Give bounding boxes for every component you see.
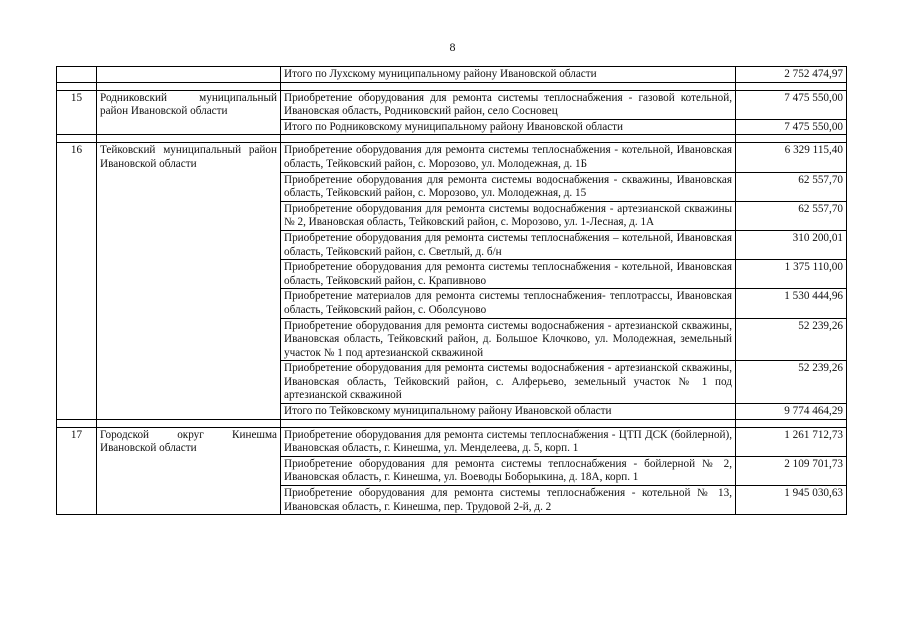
description-cell: Приобретение оборудования для ремонта системы теплоснабжения - котельной, Ивановская область, Тейковский район, с. Морозово, ул. Молодежная, д. 1Б xyxy=(281,143,736,172)
spacer-cell xyxy=(57,419,97,427)
description-cell: Приобретение оборудования для ремонта системы водоснабжения - скважины, Ивановская область, Тейковский район, с. Морозово, ул. Молодежная, д. 15 xyxy=(281,172,736,201)
spacer-cell xyxy=(736,135,847,143)
spacer-cell xyxy=(281,419,736,427)
municipality-cell: Тейковский муниципальный район Ивановской области xyxy=(97,143,281,419)
spacer-cell xyxy=(97,419,281,427)
amount-cell: 52 239,26 xyxy=(736,361,847,404)
page-number: 8 xyxy=(449,40,456,54)
description-cell: Итого по Тейковскому муниципальному району Ивановской области xyxy=(281,404,736,420)
section-spacer-row xyxy=(57,135,847,143)
spacer-cell xyxy=(281,135,736,143)
description-cell: Приобретение оборудования для ремонта системы теплоснабжения – котельной, Ивановская область, Тейковский район, с. Светлый, д. б/н xyxy=(281,230,736,259)
spacer-cell xyxy=(736,419,847,427)
amount-cell: 1 530 444,96 xyxy=(736,289,847,318)
spacer-cell xyxy=(57,82,97,90)
description-cell: Приобретение оборудования для ремонта системы теплоснабжения - ЦТП ДСК (бойлерной), Ивановская область, г. Кинешма, ул. Менделеева, д. 5, корп. 1 xyxy=(281,427,736,456)
amount-cell: 9 774 464,29 xyxy=(736,404,847,420)
amount-cell: 62 557,70 xyxy=(736,172,847,201)
description-cell: Итого по Лухскому муниципальному району Ивановской области xyxy=(281,67,736,83)
table-row xyxy=(57,90,847,119)
spacer-cell xyxy=(281,82,736,90)
description-cell: Приобретение оборудования для ремонта системы теплоснабжения - котельной № 13, Ивановская область, г. Кинешма, пер. Трудовой 2-й, д. 2 xyxy=(281,486,736,515)
description-cell: Приобретение оборудования для ремонта системы водоснабжения - артезианской скважины, Ивановская область, Тейковский район, с. Алферьево, земельный участок № 1 под артезианской скважиной xyxy=(281,361,736,404)
amount-cell: 2 109 701,73 xyxy=(736,456,847,485)
municipality-cell: Городской округ Кинешма Ивановской области xyxy=(97,427,281,515)
table-row xyxy=(57,427,847,456)
row-number-cell xyxy=(57,67,97,83)
amount-cell: 310 200,01 xyxy=(736,230,847,259)
description-cell: Приобретение оборудования для ремонта системы теплоснабжения - газовой котельной, Ивановская область, Родниковский район, село Сосновец xyxy=(281,90,736,119)
table-row xyxy=(57,143,847,172)
spacer-cell xyxy=(97,82,281,90)
spacer-cell xyxy=(57,135,97,143)
description-cell: Приобретение материалов для ремонта системы теплоснабжения- теплотрассы, Ивановская область, Тейковский район, с. Оболсуново xyxy=(281,289,736,318)
amount-cell: 1 375 110,00 xyxy=(736,260,847,289)
amount-cell: 6 329 115,40 xyxy=(736,143,847,172)
amount-cell: 2 752 474,97 xyxy=(736,67,847,83)
amount-cell: 7 475 550,00 xyxy=(736,119,847,135)
amount-cell: 52 239,26 xyxy=(736,318,847,361)
description-cell: Итого по Родниковскому муниципальному району Ивановской области xyxy=(281,119,736,135)
row-number-cell: 16 xyxy=(57,143,97,419)
funding-table xyxy=(56,66,847,515)
row-number-cell: 17 xyxy=(57,427,97,515)
municipality-cell: Родниковский муниципальный район Ивановской области xyxy=(97,90,281,135)
spacer-cell xyxy=(736,82,847,90)
amount-cell: 1 261 712,73 xyxy=(736,427,847,456)
amount-cell: 62 557,70 xyxy=(736,201,847,230)
section-spacer-row xyxy=(57,82,847,90)
description-cell: Приобретение оборудования для ремонта системы теплоснабжения - бойлерной № 2, Ивановская область, г. Кинешма, ул. Воеводы Боборыкина, д. 18А, корп. 1 xyxy=(281,456,736,485)
spacer-cell xyxy=(97,135,281,143)
description-cell: Приобретение оборудования для ремонта системы теплоснабжения - котельной, Ивановская область, Тейковский район, с. Крапивново xyxy=(281,260,736,289)
funding-table-body xyxy=(57,67,847,515)
amount-cell: 7 475 550,00 xyxy=(736,90,847,119)
description-cell: Приобретение оборудования для ремонта системы водоснабжения - артезианской скважины, Ивановская область, Тейковский район, д. Большое Клочково, ул. Молодежная, земельный участок № 1 под артезианской скважиной xyxy=(281,318,736,361)
amount-cell: 1 945 030,63 xyxy=(736,486,847,515)
section-spacer-row xyxy=(57,419,847,427)
description-cell: Приобретение оборудования для ремонта системы водоснабжения - артезианской скважины № 2, Ивановская область, Тейковский район, с. Морозово, ул. 1-Лесная, д. 1А xyxy=(281,201,736,230)
municipality-cell xyxy=(97,67,281,83)
row-number-cell: 15 xyxy=(57,90,97,135)
table-row xyxy=(57,67,847,83)
